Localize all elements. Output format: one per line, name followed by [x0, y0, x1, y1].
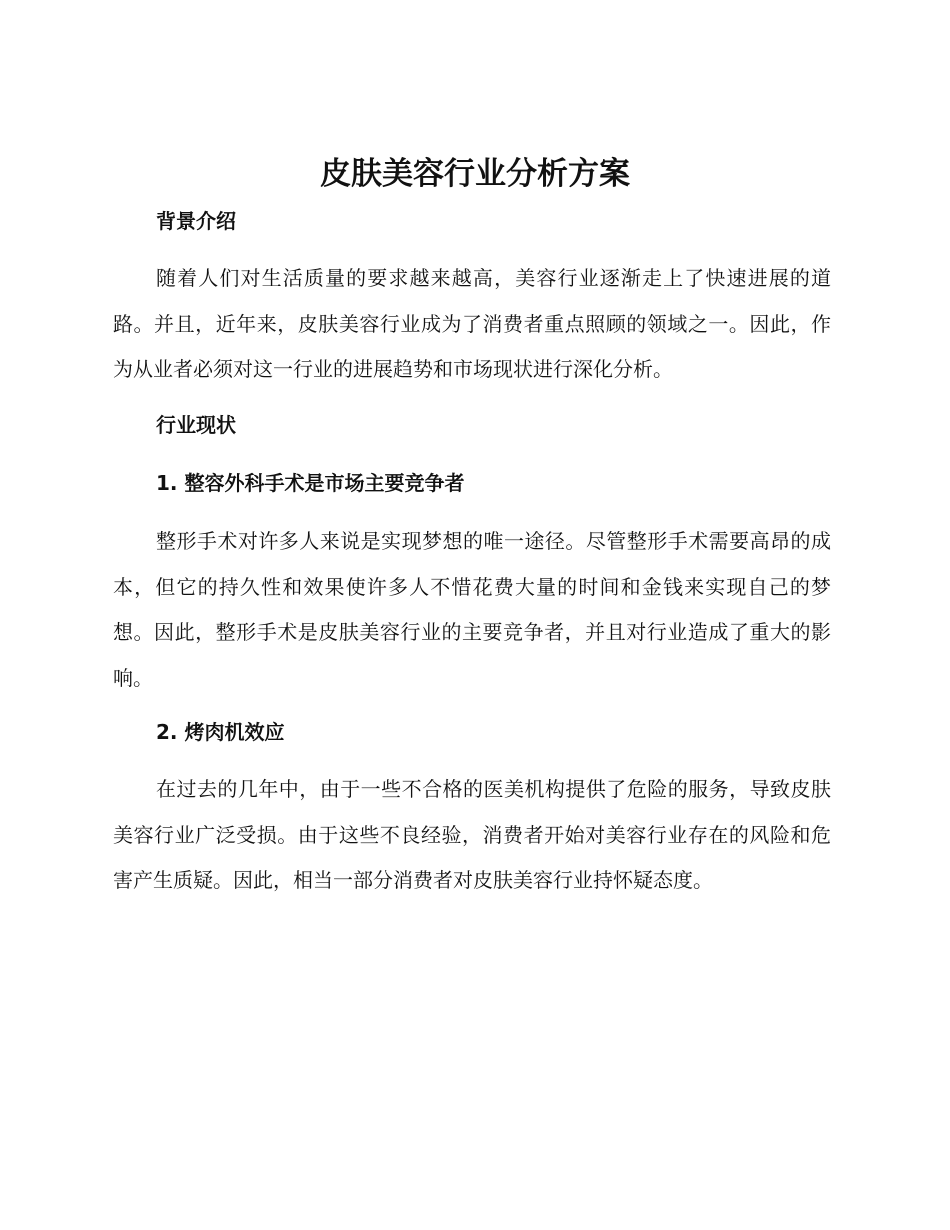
section-paragraph-cosmetic-surgery: 整形手术对许多人来说是实现梦想的唯一途径。尽管整形手术需要高昂的成本，但它的持久性和效果使许多人不惜花费大量的时间和金钱来实现自己的梦想。因此，整形手术是皮肤美容行业的主要竞争者，并且对行业造成了重大的影响。	[113, 529, 831, 690]
section-heading-grill-effect: 2. 烤肉机效应	[156, 720, 285, 744]
section-heading-industry-status: 行业现状	[156, 413, 236, 437]
section-heading-cosmetic-surgery: 1. 整容外科手术是市场主要竞争者	[156, 471, 465, 495]
document-title: 皮肤美容行业分析方案	[320, 156, 630, 192]
section-paragraph-background: 随着人们对生活质量的要求越来越高，美容行业逐渐走上了快速进展的道路。并且，近年来，皮肤美容行业成为了消费者重点照顾的领域之一。因此，作为从业者必须对这一行业的进展趋势和市场现状进行深化分析。	[113, 266, 831, 381]
section-heading-background: 背景介绍	[156, 209, 236, 233]
section-paragraph-grill-effect: 在过去的几年中，由于一些不合格的医美机构提供了危险的服务，导致皮肤美容行业广泛受损。由于这些不良经验，消费者开始对美容行业存在的风险和危害产生质疑。因此，相当一部分消费者对皮肤美容行业持怀疑态度。	[113, 777, 831, 892]
